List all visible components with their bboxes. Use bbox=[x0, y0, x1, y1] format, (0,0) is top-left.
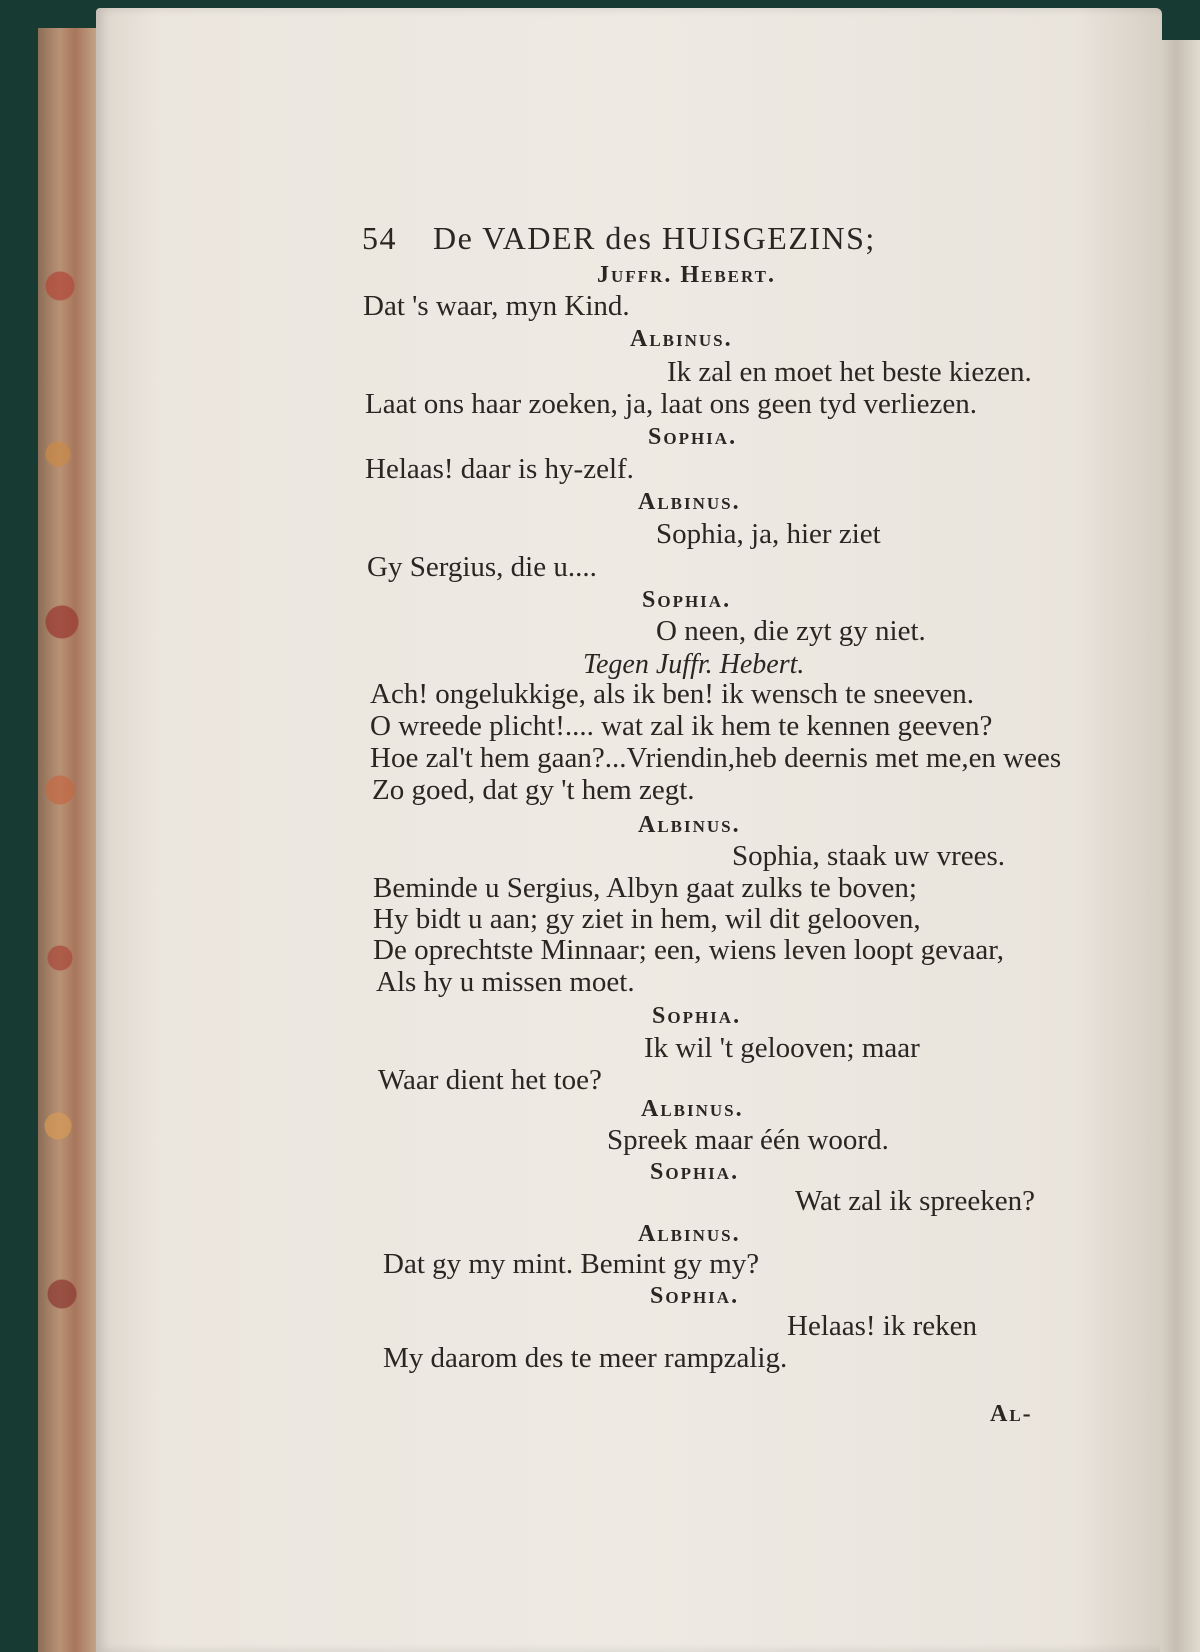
verse-line: Helaas! daar is hy-zelf. bbox=[365, 453, 634, 485]
speaker-heading: Albinus. bbox=[638, 812, 741, 838]
speaker-heading: Sophia. bbox=[642, 587, 732, 613]
verse-line: Als hy u missen moet. bbox=[376, 966, 635, 998]
verse-line: Helaas! ik reken bbox=[787, 1310, 978, 1342]
verse-line: Beminde u Sergius, Albyn gaat zulks te boven; bbox=[373, 872, 917, 904]
verse-line: Sophia, staak uw vrees. bbox=[732, 840, 1006, 872]
stage-direction: Tegen Juffr. Hebert. bbox=[583, 649, 805, 680]
speaker-heading: Sophia. bbox=[648, 424, 738, 450]
verse-line: Ik zal en moet het beste kiezen. bbox=[667, 356, 1032, 388]
facing-page-edge bbox=[1160, 40, 1200, 1652]
speaker-heading: Albinus. bbox=[641, 1096, 744, 1122]
verse-line: O neen, die zyt gy niet. bbox=[656, 615, 926, 647]
verse-line: Dat 's waar, myn Kind. bbox=[363, 290, 630, 322]
page-number: 54 bbox=[362, 220, 397, 256]
running-title: De VADER des HUISGEZINS; bbox=[433, 220, 876, 256]
speaker-heading: Albinus. bbox=[630, 326, 733, 352]
speaker-heading: Sophia. bbox=[652, 1003, 742, 1029]
verse-line: De oprechtste Minnaar; een, wiens leven loopt gevaar, bbox=[373, 934, 1004, 966]
speaker-heading: Sophia. bbox=[650, 1159, 740, 1185]
verse-line: Sophia, ja, hier ziet bbox=[656, 518, 881, 550]
speaker-heading: Albinus. bbox=[638, 489, 741, 515]
verse-line: Ach! ongelukkige, als ik ben! ik wensch te sneeven. bbox=[370, 678, 974, 710]
speaker-heading: Juffr. Hebert. bbox=[597, 262, 777, 288]
verse-line: Ik wil 't gelooven; maar bbox=[644, 1032, 920, 1064]
verse-line: Dat gy my mint. Bemint gy my? bbox=[383, 1248, 760, 1280]
marbled-endpaper bbox=[40, 190, 80, 1390]
verse-line: Spreek maar één woord. bbox=[607, 1124, 889, 1156]
verse-line: O wreede plicht!.... wat zal ik hem te kennen geeven? bbox=[370, 710, 993, 742]
verse-line: Hoe zal't hem gaan?...Vriendin,heb deernis met me,en wees bbox=[370, 742, 1062, 774]
catchword: Al- bbox=[990, 1401, 1033, 1427]
verse-line: Laat ons haar zoeken, ja, laat ons geen tyd verliezen. bbox=[365, 388, 977, 420]
verse-line: Zo goed, dat gy 't hem zegt. bbox=[372, 774, 695, 806]
verse-line: Wat zal ik spreeken? bbox=[795, 1185, 1036, 1217]
speaker-heading: Sophia. bbox=[650, 1283, 740, 1309]
verse-line: Gy Sergius, die u.... bbox=[367, 551, 597, 583]
verse-line: Hy bidt u aan; gy ziet in hem, wil dit gelooven, bbox=[373, 903, 921, 935]
verse-line: My daarom des te meer rampzalig. bbox=[383, 1342, 788, 1374]
verse-line: Waar dient het toe? bbox=[378, 1064, 602, 1096]
speaker-heading: Albinus. bbox=[638, 1221, 741, 1247]
